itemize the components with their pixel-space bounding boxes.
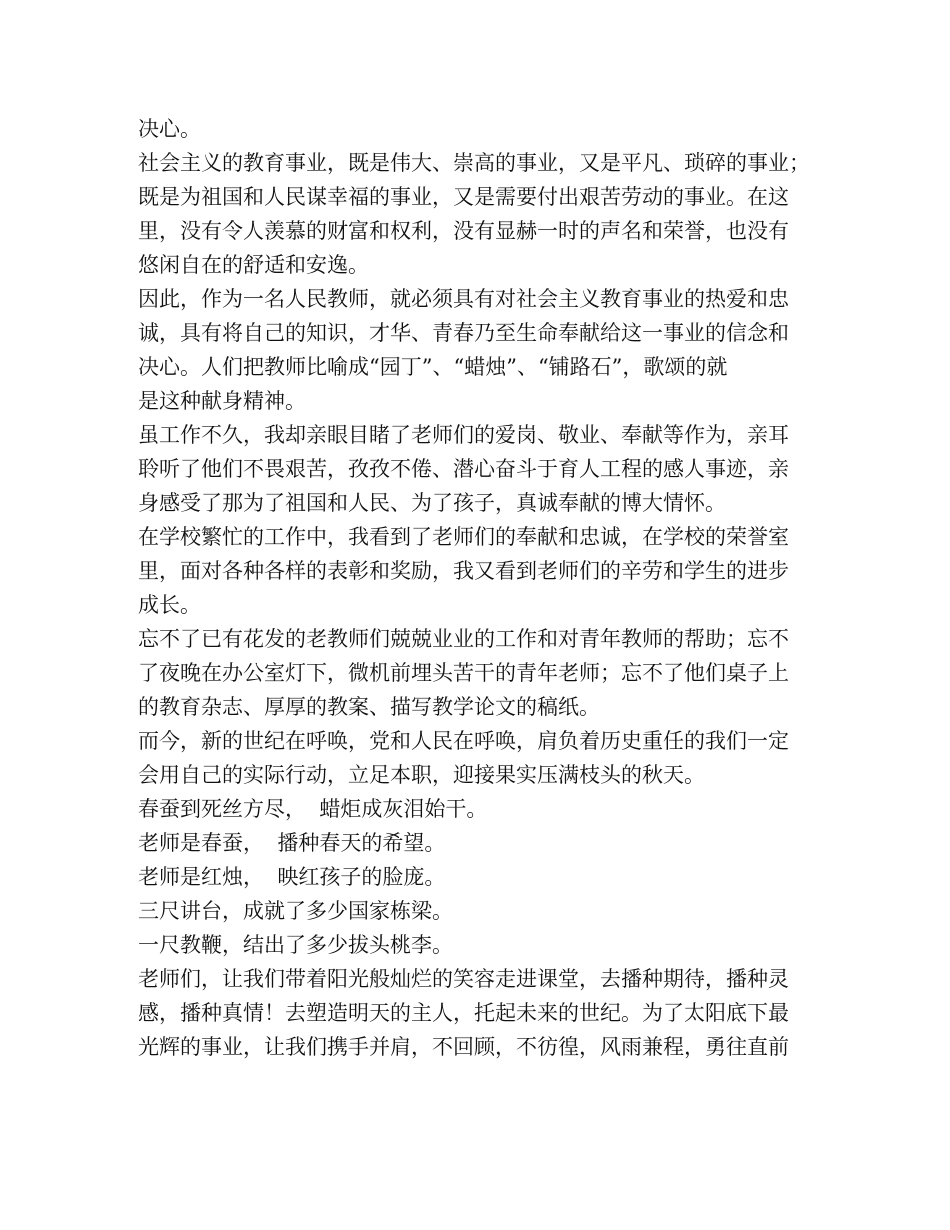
text-line: 一尺教鞭，结出了多少拔头桃李。: [138, 933, 453, 957]
text-line: 既是为祖国和人民谋幸福的事业，又是需要付出艰苦劳动的事业。在这: [138, 185, 789, 209]
text-line: 老师是春蚕， 播种春天的希望。: [138, 831, 446, 855]
text-line: 感，播种真情！去塑造明天的主人，托起未来的世纪。为了太阳底下最: [138, 1001, 789, 1025]
text-line: 是这种献身精神。: [138, 389, 306, 413]
text-line: 悠闲自在的舒适和安逸。: [138, 253, 369, 277]
text-line: 社会主义的教育事业，既是伟大、崇高的事业，又是平凡、琐碎的事业；: [138, 151, 810, 175]
text-line: 因此，作为一名人民教师，就必须具有对社会主义教育事业的热爱和忠: [138, 287, 789, 311]
text-line: 而今，新的世纪在呼唤，党和人民在呼唤，肩负着历史重任的我们一定: [138, 729, 789, 753]
text-line: 身感受了那为了祖国和人民、为了孩子，真诚奉献的博大情怀。: [138, 491, 726, 515]
text-line: 三尺讲台，成就了多少国家栋梁。: [138, 899, 453, 923]
text-line: 里，面对各种各样的表彰和奖励，我又看到老师们的辛劳和学生的进步: [138, 559, 789, 583]
text-line: 决心。人们把教师比喻成“园丁”、“蜡烛”、“铺路石”，歌颂的就: [138, 355, 728, 379]
text-line: 了夜晚在办公室灯下，微机前埋头苦干的青年老师；忘不了他们桌子上: [138, 661, 789, 685]
text-line: 会用自己的实际行动，立足本职，迎接果实压满枝头的秋天。: [138, 763, 705, 787]
text-line: 虽工作不久，我却亲眼目睹了老师们的爱岗、敬业、奉献等作为，亲耳: [138, 423, 789, 447]
text-line: 光辉的事业，让我们携手并肩，不回顾，不彷徨，风雨兼程，勇往直前: [138, 1035, 789, 1059]
text-line: 老师是红烛， 映红孩子的脸庞。: [138, 865, 446, 889]
text-line: 忘不了已有花发的老教师们兢兢业业的工作和对青年教师的帮助；忘不: [138, 627, 789, 651]
text-line: 聆听了他们不畏艰苦，孜孜不倦、潜心奋斗于育人工程的感人事迹，亲: [138, 457, 789, 481]
text-line: 的教育杂志、厚厚的教案、描写教学论文的稿纸。: [138, 695, 600, 719]
text-line: 里，没有令人羡慕的财富和权利，没有显赫一时的声名和荣誉，也没有: [138, 219, 789, 243]
text-line: 在学校繁忙的工作中，我看到了老师们的奉献和忠诚，在学校的荣誉室: [138, 525, 789, 549]
text-line: 决心。: [138, 117, 201, 141]
text-line: 成长。: [138, 593, 201, 617]
document-page: [138, 112, 814, 1064]
text-line: 老师们，让我们带着阳光般灿烂的笑容走进课堂，去播种期待，播种灵: [138, 967, 789, 991]
text-line: 诚，具有将自己的知识，才华、青春乃至生命奉献给这一事业的信念和: [138, 321, 789, 345]
text-line: 春蚕到死丝方尽， 蜡炬成灰泪始干。: [138, 797, 488, 821]
